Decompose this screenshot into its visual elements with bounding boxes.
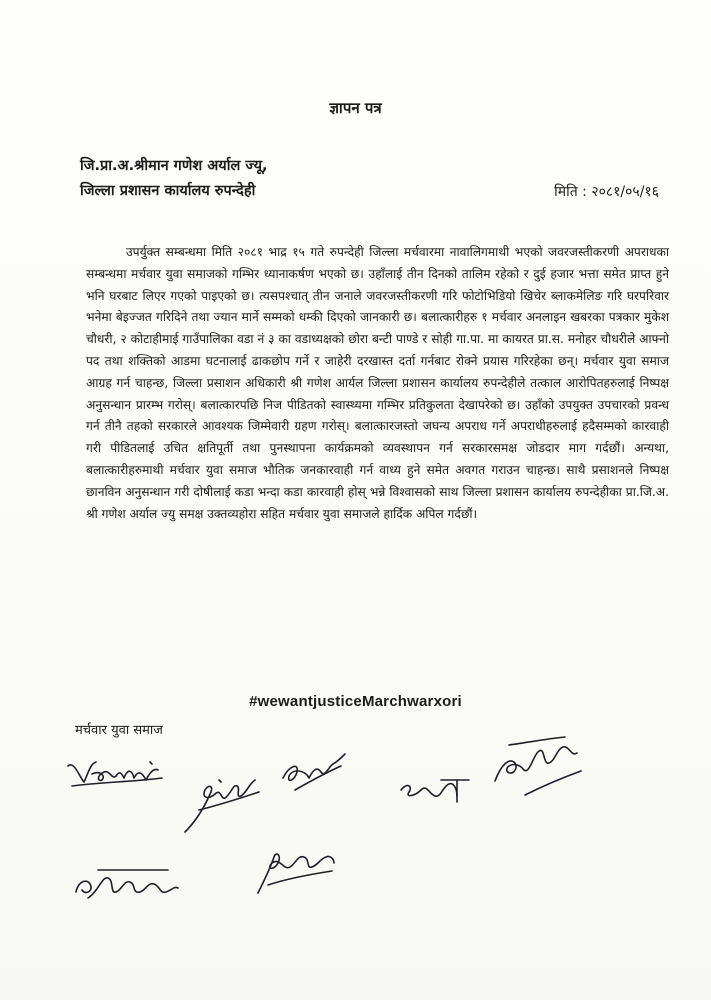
letter-date: मिति : २०८१/०५/१६	[554, 184, 659, 200]
recipient-office: जिल्ला प्रशासन कार्यालय रुपन्देही	[80, 183, 256, 199]
document-title: ज्ञापन पत्र	[329, 99, 382, 117]
signature-1	[62, 752, 172, 792]
hashtag: #wewantjusticeMarchwarxori	[249, 693, 462, 710]
letter-body: उपर्युक्त सम्बन्धमा मिति २०८१ भाद्र १५ गते रुपन्देही जिल्ला मर्चवारमा नावालिगमाथी भएको जवरजस्तीकरणी अपराधका सम्बन्धमा मर्चवार युवा समाजको गम्भिर ध्यानाकर्षण भएको छ। उहाँलाई तीन दिनको तालिम रहेको र दुई हजार भत्ता समेत प्राप्त हुने भनि घरबाट लिएर गएको पाइएको छ। त्यसपश्चात् तीन जनाले जवरजस्तीकरणी गरि फोटोभिडियो खिचेर ब्लाकमेलिङ गरि घरपरिवार भनेमा बेइज्जत गरिदिने तथा ज्यान मार्ने सम्मको धम्की दिएको जानकारी छ। बलात्कारीहरु १ मर्चवार अनलाइन खबरका पत्रकार मुकेश चौधरी, २ कोटाहीमाई गाउँपालिका वडा नं ३ का वडाध्यक्षको छोरा बन्टी पाण्डे र सोही गा.पा. मा कायरत प्रा.स. मनोहर चौधरीले आफ्नो पद तथा शक्तिको आडमा घटनालाई ढाकछोप गर्ने र जाहेरी दरखास्त दर्ता गर्नबाट रोक्ने प्रयास गरिरहेका छन्। मर्चवार युवा समाज आग्रह गर्न चाहन्छ, जिल्ला प्रसाशन अधिकारी श्री गणेश आर्यल जिल्ला प्रशासन कार्यालय रुपन्देहीले तत्काल आरोपितहरुलाई निष्पक्ष अनुसन्धान प्रारम्भ गरोस्। बलात्कारपछि निज पीडितको स्वास्थ्यमा गम्भिर प्रतिकुलता देखापरेको छ। उहाँको उपयुक्त उपचारको प्रवन्ध गर्न तीनै तहको सरकारले आवश्यक जिम्मेवारी ग्रहण गरोस्। बलात्कारजस्तो जघन्य अपराध गर्ने अपराधीहरुलाई हदैसम्मको कारवाही गरी पीडितलाई उचित क्षतिपूर्ती तथा पुनस्थापना कार्यक्रमको व्यवस्थापन गर्न सरकारसमक्ष जोडदार माग गर्दछौं। अन्यथा, बलात्कारीहरुमाथी मर्चवार युवा समाज भौतिक जनकारवाही गर्न वाध्य हुने समेत अवगत गराउन चाहन्छ। साथै प्रसाशनले निष्पक्ष छानविन अनुसन्धान गरी दोषीलाई कडा भन्दा कडा कारवाही होस् भन्ने विश्वासको साथ जिल्ला प्रशासन कार्यालय रुपन्देहीका प्रा.जि.अ. श्री गणेश अर्याल ज्यु समक्ष उक्तव्यहोरा सहित मर्चवार युवा समाजले हार्दिक अपिल गर्दछौं।	[86, 245, 669, 521]
signature-4	[395, 772, 475, 812]
signature-2	[175, 770, 270, 840]
signature-6	[68, 862, 183, 907]
organization-name: मर्चवार युवा समाज	[75, 723, 163, 738]
signature-7	[250, 845, 340, 900]
recipient-name: जि.प्रा.अ.श्रीमान गणेश अर्याल ज्यू,	[80, 158, 268, 174]
signature-3	[275, 748, 350, 798]
signature-5	[485, 735, 590, 810]
